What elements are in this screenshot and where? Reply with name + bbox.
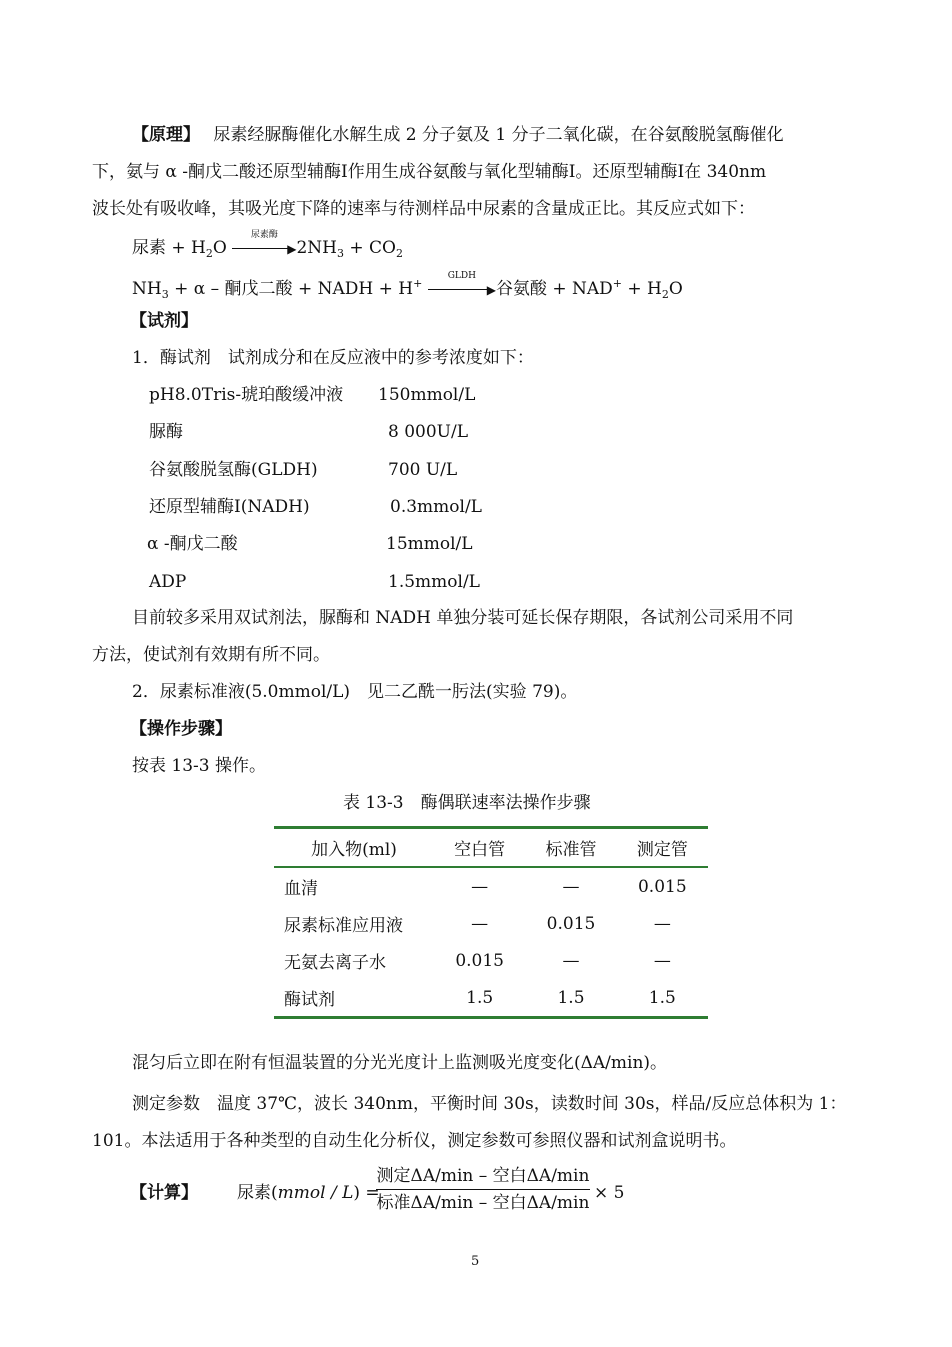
reagents-note-1: 目前较多采用双试剂法，脲酶和 NADH 单独分装可延长保存期限，各试剂公司采用不同 [132,608,794,628]
calculation-lhs: 尿素(mmol / L) = [237,1183,380,1203]
principle-text-1: 尿素经脲酶催化水解生成 2 分子氨及 1 分子二氧化碳，在谷氨酸脱氢酶催化 [213,125,784,145]
enzyme-label-urease: 尿素酶 [250,230,278,241]
table-row: 酶试剂 1.5 1.5 1.5 [274,979,708,1018]
reagent-component-value: 0.3mmol/L [390,496,482,517]
table-header-row [274,828,708,868]
reagent-component-value: 8 000U/L [388,422,469,443]
reagent-component-value: 700 U/L [388,459,458,480]
column-header-additive: 加入物(ml) [311,840,397,860]
fraction-numerator: 测定ΔA/min – 空白ΔA/min [376,1166,590,1186]
reagent-component-name: pH8.0Tris-琥珀酸缓冲液 [149,385,344,405]
principle-paragraph-line1 [132,123,784,147]
principle-text-3: 波长处有吸收峰，其吸光度下降的速率与待测样品中尿素的含量成正比。其反应式如下： [92,199,755,219]
table-row: 无氨去离子水 0.015 — — [284,950,671,973]
principle-text-2: 下，氨与 α -酮戊二酸还原型辅酶Ⅰ作用生成谷氨酸与氧化型辅酶Ⅰ。还原型辅酶Ⅰ在 340nm [92,162,767,182]
calculation-multiplier: × 5 [594,1183,625,1203]
column-header-test: 测定管 [636,840,688,860]
reagent-component-name: 谷氨酸脱氢酶(GLDH) [149,459,318,480]
reagent-component-name: 脲酶 [149,422,183,443]
column-header-blank: 空白管 [454,840,506,860]
procedure-text: 按表 13-3 操作。 [132,756,266,776]
table-caption: 表 13-3 酶偶联速率法操作步骤 [343,793,591,813]
reagent-component-value: 150mmol/L [378,385,476,405]
reagent-item-1-title: 1．酶试剂 试剂成分和在反应液中的参考浓度如下： [132,348,534,368]
reagent-component-value: 15mmol/L [386,534,473,555]
fraction-denominator: 标准ΔA/min – 空白ΔA/min [376,1193,590,1213]
reagent-component-value: 1.5mmol/L [388,571,480,592]
reagents-heading: 【试剂】 [130,311,198,331]
column-header-standard: 标准管 [545,840,597,860]
reaction-arrow-1: 尿素酶 ▶ [232,236,296,261]
calculation-fraction [376,1165,590,1214]
reaction-arrow-2: GLDH ▶ [428,277,496,302]
procedure-after-text: 混匀后立即在附有恒温装置的分光光度计上监测吸光度变化(ΔA/min)。 [132,1053,668,1073]
parameters-line-2: 101。本法适用于各种类型的自动生化分析仪，测定参数可参照仪器和试剂盒说明书。 [92,1131,737,1151]
calculation-heading: 【计算】 [130,1183,198,1203]
reaction-equation-2: $NH_3 + \alpha$ – 酮戊二酸 + NADH + H+ GLDH ▶谷氨酸 + $NAD^+ + H_2O$ [132,272,683,307]
page-number: 5 [471,1254,480,1269]
reagent-component-name: ADP [149,571,187,592]
table-row: 尿素标准应用液 — 0.015 — [284,913,671,936]
reagent-component-name: 还原型辅酶Ⅰ(NADH) [149,496,310,517]
procedure-table [274,826,708,1019]
enzyme-label-gldh: GLDH [447,271,476,282]
fraction-bar [376,1189,590,1190]
table-row: 血清 — — 0.015 [284,876,687,899]
principle-heading: 【原理】 [132,125,200,145]
reagents-note-2: 方法，使试剂有效期有所不同。 [92,645,330,665]
reagent-component-name: α -酮戊二酸 [147,534,238,555]
parameters-line-1: 测定参数 温度 37℃，波长 340nm，平衡时间 30s，读数时间 30s，样品/反应总体积为 1： [132,1094,847,1114]
reaction-equation-1: 尿素 + $H_2O$ 尿素酶 $▶2NH_3 + CO_2$ [132,236,403,266]
procedure-heading: 【操作步骤】 [130,719,232,739]
reagent-item-2: 2．尿素标准液(5.0mmol/L) 见二乙酰一肟法(实验 79)。 [132,682,578,702]
